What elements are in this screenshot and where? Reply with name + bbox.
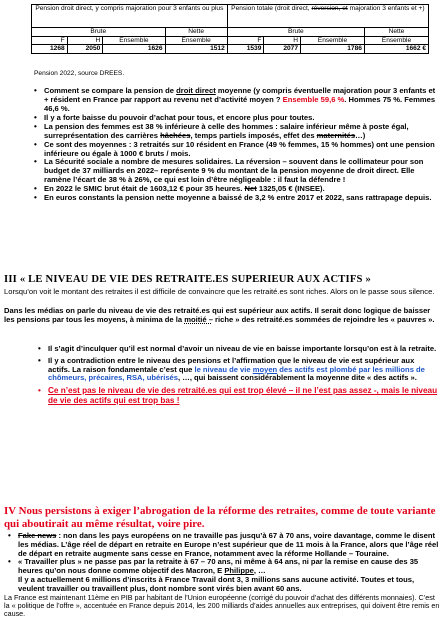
col-ensemble-2: Ensemble (301, 36, 365, 45)
section-4-title: IV Nous persistons à exiger l’abrogation de la réforme des retraites, comme de toute variante qui aboutirait au même résultat, voire pire. (4, 505, 436, 530)
list-item: • Il s’agit d’inculquer qu’il est normal d’avoir un niveau de vie en baisse importante lorsqu’on est à la retraite. (48, 345, 438, 354)
table-nette-label: Nette (165, 28, 227, 37)
section-3-paragraph: Dans les médias on parle du niveau de vie des retraité.es qui est supérieur aux actifs. Il serait donc logique de baisser les pensions par tous les moyens, à minima de la moitié – riche » des retraité.es sommées de rejoindre les « pauvres ». (4, 306, 435, 324)
closing-paragraph: La France est maintenant 11ème en PIB par habitant de l’Union européenne (corrigé du pouvoir d’achat des différents monnaies). C’est la « politique de l’offre », accentuée en France depuis 2014, les 200 milliards d’aides annuelles aux entreprises, qui doivent être remis en cause. (4, 593, 440, 618)
table-cell: 1512 (165, 45, 227, 54)
col-ensemble-nette: Ensemble (165, 36, 227, 45)
list-item: • Ce n’est pas le niveau de vie des retraité.es qui est trop élevé – il ne l’est pas assez -, mais le niveau de vie des actifs qui est trop bas ! (48, 386, 438, 405)
table-cell: 1662 € (364, 45, 428, 54)
list-item: • La Sécurité sociale a nombre de mesures solidaires. La réversion – souvent dans le collimateur pour son budget de 37 milliards en 2022– représente 9 % du montant de la pension moyenne de droit direct. Elle ramène l’écart de 38 % à 26%, ce qui est loin d’être négligeable : il faut la défendre ! (44, 158, 436, 184)
col-f: F (32, 36, 68, 45)
col-ensemble: Ensemble (103, 36, 165, 45)
table-nette-label-2: Nette (364, 28, 428, 37)
table-head-right: Pension totale (droit direct, réversion, et majoration 3 enfants et +) (227, 5, 428, 28)
table-brute-label: Brute (32, 28, 166, 37)
bullet-list-1 (44, 87, 436, 202)
col-f-2: F (227, 36, 264, 45)
section-3-title: III « LE NIVEAU DE VIE DES RETRAITE.ES SUPERIEUR AUX ACTIFS » (4, 274, 371, 285)
table-cell: 1626 (103, 45, 165, 54)
table-brute-label-2: Brute (227, 28, 364, 37)
col-h-2: H (264, 36, 301, 45)
table-cell: 2077 (264, 45, 301, 54)
list-item: • La pension des femmes est 38 % inférieure à celle des hommes : salaire inférieur même à poste égal, surreprésentation des carrières hâchées, temps partiels imposés, effet des maternités…) (44, 123, 436, 141)
bullet-list-2 (48, 345, 438, 405)
list-item: • Il y a contradiction entre le niveau des pensions et l’affirmation que le niveau de vie est supérieur aux actifs. La raison fondamentale c’est que le niveau de vie moyen des actifs est plombé par les millions de chômeurs, précaires, RSA, ubérisés, …, qui baissent considérablement la moyenne dite « des actifs ». (48, 357, 438, 383)
list-item: • Ce sont des moyennes : 3 retraités sur 10 résident en France (49 % femmes, 15 % hommes) ont une pension inférieure ou égale à 1000 € bruts / mois. (44, 141, 436, 159)
table-cell: 1268 (32, 45, 68, 54)
list-item: • En euros constants la pension nette moyenne a baissé de 3,2 % entre 2017 et 2022, sans rattrapage depuis. (44, 194, 436, 203)
bullet-list-3 (18, 532, 440, 594)
col-ensemble-nette-2: Ensemble (364, 36, 428, 45)
table-cell: 1539 (227, 45, 264, 54)
section-3-intro: Lorsqu’on voit le montant des retraites il est difficile de convaincre que les retraité.es sont riches. Alors on le passe sous silence. (4, 287, 435, 296)
table-head-left: Pension droit direct, y compris majoration pour 3 enfants ou plus (32, 5, 228, 28)
table-cell: 2050 (67, 45, 103, 54)
list-item: • En 2022 le SMIC brut était de 1603,12 € pour 35 heures. Net 1325,05 € (INSEE). (44, 185, 436, 194)
list-item: • Il y a forte baisse du pouvoir d’achat pour tous, et encore plus pour toutes. (44, 114, 436, 123)
list-item: • « Travailler plus » ne passe pas par la retraite à 67 – 70 ans, ni même à 64 ans, ni par la remise en cause des 35 heures qu’on nous donne comme objectif des Macron, E Philippe, … Il y a actuellement 6 millions d’inscrits à France Travail dont 3, 3 millions sans aucune activité. Toutes et tous, veulent travailler ou travaillent plus, dont nombre sont virés bien avant 60 ans. (18, 558, 440, 593)
col-h: H (67, 36, 103, 45)
list-item: • Fake news : non dans les pays européens on ne travaille pas jusqu’à 67 à 70 ans, voire davantage, comme le disent les médias. L’âge réel de départ en retraite en Europe n’est supérieur que de 11 mois à la France, alors que l’âge réel de départ en retraite augmente sans cesse en France, notamment avec la réforme Hollande – Touraine. (18, 532, 440, 558)
table-cell: 1786 (301, 45, 365, 54)
list-item: • Comment se compare la pension de droit direct moyenne (y compris éventuelle majoration pour 3 enfants et + résident en France par rapport au revenu net d’activité moyen ? Ensemble 59,6 %. Hommes 75 %. Femmes 46,6 %. (44, 87, 436, 113)
table-source: Pension 2022, source DREES. (34, 70, 125, 77)
pension-table (31, 4, 429, 54)
